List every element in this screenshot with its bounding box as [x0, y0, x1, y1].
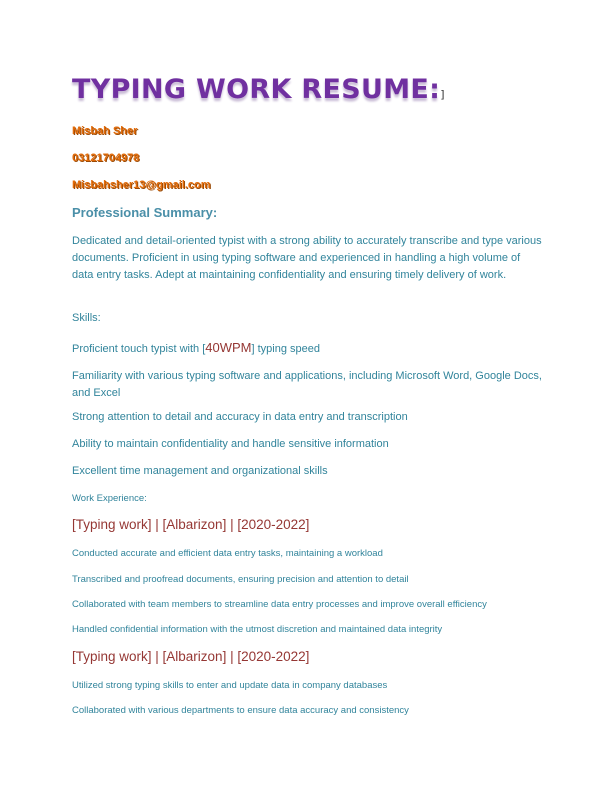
summary-heading: Professional Summary: [72, 205, 218, 220]
summary-text: Dedicated and detail-oriented typist with a strong ability to accurately transcribe and type various documents. Proficient in using typing software and experienced in handling a high volume of data entry tasks. Adept at maintaining confidentiality and ensuring timely delivery of work. [72, 235, 542, 281]
job-bullet: Utilized strong typing skills to enter and update data in company databases [72, 680, 388, 691]
skill-item: Excellent time management and organizational skills [72, 465, 328, 477]
wpm-value: 40WPM [205, 340, 252, 355]
contact-name: Misbah Sher [72, 125, 138, 137]
title-text: TYPING WORK RESUME: [72, 74, 441, 105]
skill-item: Strong attention to detail and accuracy in data entry and transcription [72, 411, 408, 423]
job-bullet: Collaborated with team members to streamline data entry processes and improve overall efficiency [72, 599, 487, 610]
skill-item: Familiarity with various typing software and applications, including Microsoft Word, Google Docs, and Excel [72, 370, 542, 399]
skill-item: Ability to maintain confidentiality and handle sensitive information [72, 438, 389, 450]
job-bullet: Handled confidential information with the utmost discretion and maintained data integrity [72, 624, 443, 635]
resume-title [72, 74, 445, 105]
job-title: [Typing work] | [Albarizon] | [2020-2022] [72, 517, 310, 532]
experience-heading: Work Experience: [72, 493, 147, 504]
skill-item [72, 340, 320, 355]
skill-text: Proficient touch typist with [ [72, 343, 206, 355]
skills-heading: Skills: [72, 312, 101, 324]
skill-text: ] typing speed [251, 343, 321, 355]
contact-phone: 03121704978 [72, 152, 140, 164]
contact-email: Misbahsher13@gmail.com [72, 179, 211, 191]
job-bullet: Transcribed and proofread documents, ensuring precision and attention to detail [72, 574, 409, 585]
job-title: [Typing work] | [Albarizon] | [2020-2022] [72, 649, 310, 664]
title-mark: ] [440, 88, 445, 101]
job-bullet: Conducted accurate and efficient data entry tasks, maintaining a workload [72, 548, 383, 559]
job-bullet: Collaborated with various departments to ensure data accuracy and consistency [72, 705, 409, 716]
